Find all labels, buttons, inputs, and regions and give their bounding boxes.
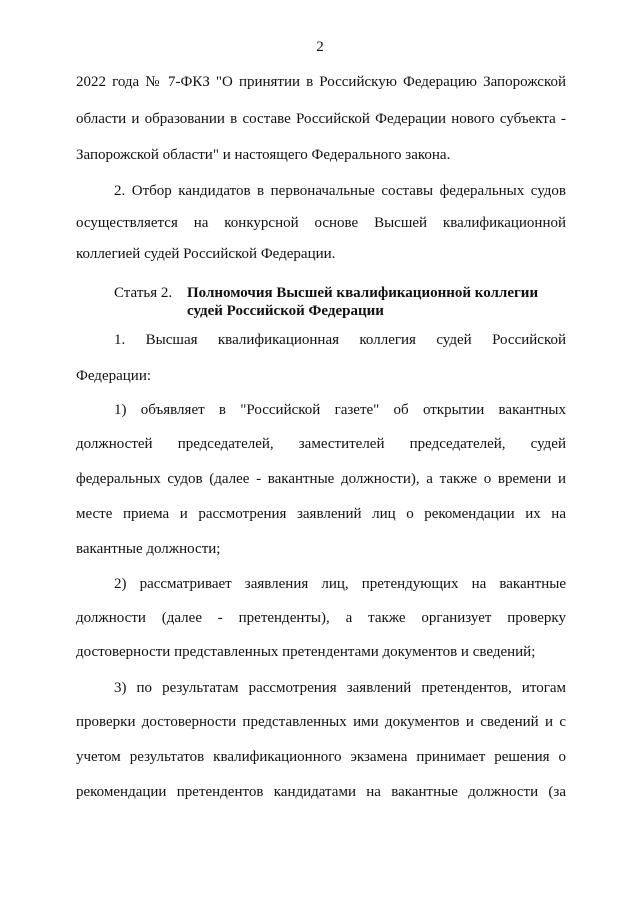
intro-line-3: Запорожской области" и настоящего Федерального закона. [76,147,451,163]
item1-line-2: должностей председателей, заместителей председателей, судей [76,436,566,452]
item2-line-1: 2) рассматривает заявления лиц, претендующих на вакантные [114,576,566,592]
item1-line-4: месте приема и рассмотрения заявлений лиц о рекомендации их на [76,506,566,522]
item2-line-2: должности (далее - претенденты), а также организует проверку [76,610,566,626]
item3-line-3: учетом результатов квалификационного экзамена принимает решения о [76,749,566,765]
para2-line-1: 2. Отбор кандидатов в первоначальные составы федеральных судов [114,183,566,199]
article-para1-line-1: 1. Высшая квалификационная коллегия судей Российской [114,332,566,348]
article-title-line-1: Полномочия Высшей квалификационной коллегии [187,285,539,301]
article-label: Статья 2. [114,285,173,301]
article-title-line-2: судей Российской Федерации [187,303,384,319]
item1-line-1: 1) объявляет в "Российской газете" об открытии вакантных [114,402,566,418]
item1-line-3: федеральных судов (далее - вакантные должности), а также о времени и [76,471,566,487]
item1-line-5: вакантные должности; [76,541,221,557]
item3-line-4: рекомендации претендентов кандидатами на вакантные должности (за [76,784,566,800]
para2-line-2: осуществляется на конкурсной основе Высшей квалификационной [76,215,566,231]
intro-line-2: области и образовании в составе Российской Федерации нового субъекта - [76,111,566,127]
para2-line-3: коллегией судей Российской Федерации. [76,246,336,262]
item3-line-2: проверки достоверности представленных ими документов и сведений и с [76,714,566,730]
item3-line-1: 3) по результатам рассмотрения заявлений претендентов, итогам [114,680,566,696]
intro-line-1: 2022 года № 7-ФКЗ "О принятии в Российскую Федерацию Запорожской [76,74,566,90]
page-number: 2 [316,39,324,55]
item2-line-3: достоверности представленных претендентами документов и сведений; [76,644,536,660]
article-para1-line-2: Федерации: [76,368,152,384]
